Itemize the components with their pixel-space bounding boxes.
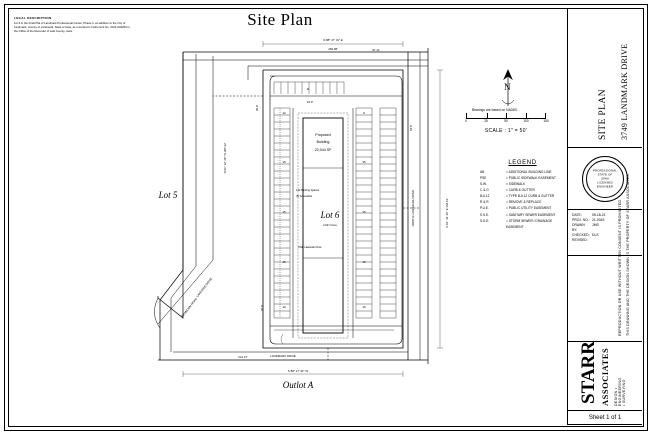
legal-description-body: Lot 6 in the Final Plat of Landmark Professional Center, Phase 4, an addition to the City of Landmark, County of Landmark, State of Iowa, as recorded in Instrument No. 2021-004253 in the Office of the Recorder of said County, Iowa. bbox=[14, 20, 130, 34]
legend-text: = SANITARY SEWER EASEMENT bbox=[506, 212, 556, 217]
scale-tick: 50 bbox=[504, 119, 508, 123]
dim-top-bearing: N 88° 27' 31" E bbox=[323, 38, 343, 42]
legend-text: = ADDITIONAL BUILDING LINE bbox=[506, 170, 552, 174]
page-title: Site Plan bbox=[247, 10, 313, 29]
stall-count: 10 bbox=[282, 305, 286, 309]
label-lakeside-note: ONE Lakeside Drive bbox=[298, 246, 322, 249]
stall-count: 12 bbox=[282, 111, 286, 115]
legend-text: = TYPE B-6.12 CURB & GUTTER bbox=[506, 194, 555, 199]
dim-drive-aisle: 30.0' bbox=[255, 104, 259, 112]
street-label-north-landmark: NORTH LANDMARK DRIVE bbox=[411, 189, 415, 227]
label-outlot-a: Outlot A bbox=[282, 380, 314, 390]
legend-symbol: S.D.E. bbox=[480, 218, 490, 223]
firm-logo bbox=[568, 342, 642, 411]
meta-key: PROJ. NO.: bbox=[572, 217, 590, 222]
drawing-title: SITE PLAN bbox=[598, 89, 608, 140]
meta-value bbox=[592, 238, 638, 243]
stall-count: 9 bbox=[363, 111, 365, 115]
dim-bottom-length: 221.47' bbox=[238, 355, 248, 359]
legend-text: = STORM SEWER / DRAINAGE EASEMENT bbox=[506, 218, 553, 229]
label-lot6: Lot 6 bbox=[320, 210, 340, 220]
street-label-landmark: LANDMARK DRIVE bbox=[270, 354, 296, 358]
scale-tick: 0 bbox=[465, 119, 467, 123]
stall-count: 15 bbox=[282, 160, 286, 164]
stall-count: 15 bbox=[362, 160, 366, 164]
seal-line: PROFESSIONAL bbox=[592, 168, 618, 173]
dim-aisle-24: 24.0' bbox=[306, 100, 314, 104]
street-label-brandon: BRANDON ROAD bbox=[180, 296, 199, 318]
stall-count: 15 bbox=[282, 260, 286, 264]
label-building-area: 22,044 SF bbox=[314, 148, 332, 152]
meta-key: DRAWN BY: bbox=[572, 222, 585, 232]
dim-row-18: 18.0' bbox=[409, 124, 413, 132]
dim-right: S 01° 32' 29" E 468.19' bbox=[445, 198, 449, 228]
scale-bar bbox=[465, 113, 549, 134]
label-parking-count: 140 Parking Spaces bbox=[296, 189, 320, 192]
engineer-seal bbox=[568, 148, 642, 210]
seal-line: IOWA bbox=[600, 176, 610, 181]
copyright-note: THIS DRAWING AND THE DESIGN SHOWN IS THE PROPERTY OF STARR ASSOCIATES. bbox=[626, 172, 630, 336]
legend-symbol: B-6.12 bbox=[480, 194, 490, 199]
dim-bottom-bearing: S 88° 27' 31" W bbox=[287, 369, 309, 373]
legend-heading: LEGEND bbox=[508, 160, 537, 166]
title-block bbox=[567, 8, 642, 425]
project-address: 3749 LANDMARK DRIVE bbox=[620, 43, 629, 140]
north-arrow-letter: N bbox=[504, 82, 511, 92]
title-block-meta bbox=[568, 210, 642, 256]
street-label-lakeside: LAKESIDE DRIVE bbox=[195, 276, 214, 298]
stall-count: 11 bbox=[306, 87, 310, 91]
dim-top-right: 97.11' bbox=[372, 48, 380, 52]
seal-icon bbox=[582, 156, 628, 202]
legend bbox=[480, 160, 565, 230]
legend-symbol: AB bbox=[480, 170, 485, 174]
north-arrow-note: Bearings are based on NAD83. bbox=[472, 108, 518, 112]
label-lot5: Lot 5 bbox=[158, 190, 178, 200]
scale-tick: 150 bbox=[543, 119, 549, 123]
legal-description-heading: LEGAL DESCRIPTION bbox=[14, 16, 52, 20]
seal-line: STATE OF bbox=[597, 172, 613, 177]
legend-text: = PUBLIC SIDEWALK EASEMENT bbox=[506, 176, 556, 181]
firm-name: STARR bbox=[578, 341, 599, 404]
stall-count: 10 bbox=[362, 305, 366, 309]
dim-left: N 01° 32' 29" W 305.22' bbox=[223, 142, 227, 174]
meta-key: DATE: bbox=[572, 213, 582, 217]
label-accessible-count: (5) Accessible bbox=[296, 195, 313, 198]
stall-count: 15 bbox=[362, 210, 366, 214]
copyright-note-2: REPRODUCTION OR USE WITHOUT WRITTEN CONSENT IS PROHIBITED. bbox=[618, 198, 622, 336]
label-building-2: Building bbox=[316, 140, 330, 144]
stall-count: 15 bbox=[282, 210, 286, 214]
meta-value: 05-18-21 bbox=[592, 213, 606, 217]
legend-item bbox=[480, 218, 565, 230]
firm-name-2: ASSOCIATES bbox=[600, 347, 610, 406]
legend-text: = PUBLIC UTILITY EASEMENT bbox=[506, 206, 552, 211]
meta-key: REVISED: bbox=[572, 237, 588, 242]
scale-bar-ticks bbox=[465, 119, 549, 126]
seal-text bbox=[583, 168, 627, 189]
legend-text: = REMOVE & REPLACE bbox=[506, 200, 542, 205]
meta-value: DLS bbox=[592, 232, 599, 237]
label-building-1: Proposed bbox=[315, 133, 331, 137]
north-arrow bbox=[472, 66, 538, 112]
label-lot6-area: 2.947 Acres bbox=[323, 224, 337, 227]
sheet-number: Sheet 1 of 1 bbox=[568, 411, 642, 425]
meta-value: JMS bbox=[592, 222, 599, 227]
site-plan-drawing bbox=[8, 8, 468, 425]
legend-symbol: P.U.E. bbox=[480, 206, 489, 211]
firm-disciplines: DESIGN • ENGINEERING • SURVEYING bbox=[614, 377, 626, 406]
dim-setback: 20.0' bbox=[260, 304, 264, 312]
legend-symbol: R & R bbox=[480, 200, 489, 205]
legend-symbol: S.S.E. bbox=[480, 212, 490, 217]
seal-line: LICENSED bbox=[597, 180, 613, 185]
legend-symbol: S.W. bbox=[480, 182, 487, 187]
meta-value: 21-0043 bbox=[592, 217, 605, 222]
legend-text: = CURB & GUTTER bbox=[506, 188, 535, 193]
meta-key: CHECKED: bbox=[572, 232, 590, 237]
dim-top-length: 269.98' bbox=[328, 47, 338, 51]
stall-count: 15 bbox=[362, 260, 366, 264]
legend-symbol: PSE bbox=[480, 176, 487, 181]
scale-tick: 25 bbox=[484, 119, 488, 123]
title-block-titles bbox=[568, 8, 642, 148]
scale-tick: 100 bbox=[523, 119, 529, 123]
legend-symbol: C & G bbox=[480, 188, 489, 193]
scale-caption: SCALE : 1" = 50' bbox=[484, 128, 528, 134]
legend-text: = SIDEWALK bbox=[506, 182, 526, 187]
seal-line: ENGINEER bbox=[596, 184, 614, 189]
